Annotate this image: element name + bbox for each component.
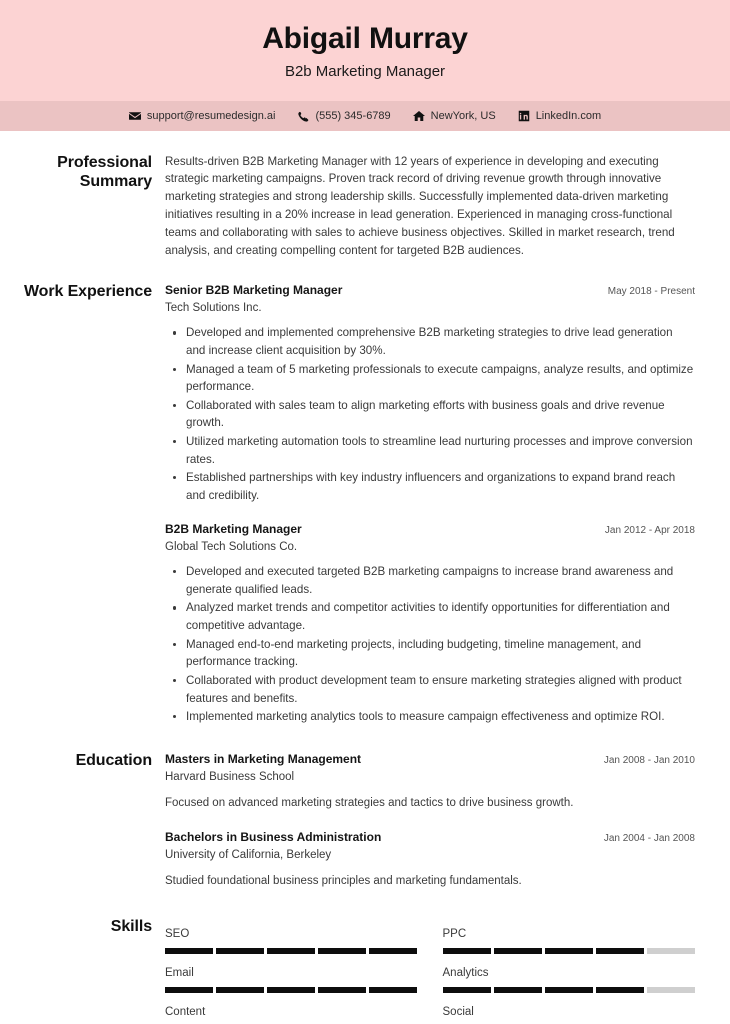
work-bullet-item: Utilized marketing automation tools to streamline lead nurturing processes and improve conversion rates. <box>165 433 695 468</box>
skill-segment-filled <box>494 987 542 993</box>
work-entry-head <box>165 282 695 300</box>
skill-level-bar <box>165 987 418 993</box>
linkedin-icon <box>518 110 530 122</box>
section-label-summary: Professional Summary <box>57 153 152 191</box>
education-entry-organization: Harvard Business School <box>165 771 295 784</box>
work-entry-date: Jan 2012 - Apr 2018 <box>604 524 695 536</box>
work-bullet-item: Established partnerships with key industry influencers and organizations to expand brand reach and credibility. <box>165 469 695 504</box>
contact-item-phone[interactable] <box>297 110 390 122</box>
skill-name: Social <box>442 1006 474 1019</box>
work-entry-bullets <box>165 563 695 725</box>
skill-segment-filled <box>494 948 542 954</box>
skill-segment-filled <box>596 987 644 993</box>
work-bullet-item: Analyzed market trends and competitor activities to identify opportunities for differentiation and competitive advantage. <box>165 599 695 634</box>
summary-text: Results-driven B2B Marketing Manager with 12 years of experience in developing and executing strategic marketing campaigns. Proven track record of driving revenue growth through innovative marketing strategies and strong leadership skills. Successfully implemented data-driven marketing initiatives resulting in a 20% increase in lead generation. Experienced in managing cross-functional teams and collaborating with sales to achieve business objectives. Skilled in market research, trend analysis, and creating compelling content for targeted B2B audiences. <box>165 154 675 257</box>
education-entry <box>165 751 695 813</box>
skill-name: PPC <box>442 927 467 940</box>
skill-name: Analytics <box>442 966 489 979</box>
contact-bar <box>0 101 730 131</box>
skills-grid <box>165 917 695 1024</box>
section-label-education: Education <box>75 751 152 769</box>
contact-item-home[interactable] <box>413 110 496 122</box>
skill-segment-filled <box>165 987 213 993</box>
work-bullet-item: Managed end-to-end marketing projects, including budgeting, timeline management, and performance tracking. <box>165 636 695 671</box>
work-entry <box>165 521 695 726</box>
education-entry-date: Jan 2004 - Jan 2008 <box>603 832 695 844</box>
work-entry-bullets <box>165 324 695 504</box>
skill-segment-filled <box>545 948 593 954</box>
skills-content <box>165 917 695 1024</box>
work-bullet-item: Collaborated with sales team to align marketing efforts with business goals and drive revenue growth. <box>165 397 695 432</box>
section-education <box>0 751 695 891</box>
skill-segment-filled <box>216 948 264 954</box>
education-entry-description: Focused on advanced marketing strategies and tactics to drive business growth. <box>165 797 574 810</box>
home-icon <box>413 110 425 122</box>
work-entry <box>165 282 695 505</box>
section-label-skills: Skills <box>110 917 152 935</box>
education-entry-title: Bachelors in Business Administration <box>165 829 382 844</box>
skill-segment-filled <box>596 948 644 954</box>
education-entry-head <box>165 829 695 847</box>
contact-text: (555) 345-6789 <box>315 109 391 122</box>
skill-segment-filled <box>443 987 491 993</box>
contact-item-linkedin[interactable] <box>518 110 601 122</box>
skill-segment-filled <box>318 987 366 993</box>
education-entry-head <box>165 751 695 769</box>
skill-level-bar <box>165 948 418 954</box>
resume-body <box>0 153 730 1024</box>
skill-level-bar <box>443 948 696 954</box>
education-entry <box>165 829 695 891</box>
education-entry-organization: University of California, Berkeley <box>165 849 332 862</box>
skill-segment-filled <box>318 948 366 954</box>
skill-segment-empty <box>647 987 695 993</box>
skill-item <box>443 956 696 995</box>
section-label-work: Work Experience <box>23 282 152 300</box>
skill-segment-filled <box>369 987 417 993</box>
contact-text: support@resumedesign.ai <box>146 109 276 122</box>
work-entry-organization: Global Tech Solutions Co. <box>165 541 298 553</box>
skill-name: Email <box>165 966 194 979</box>
skill-item <box>443 917 696 956</box>
candidate-name: Abigail Murray <box>262 22 468 55</box>
skill-item <box>165 917 418 956</box>
skill-segment-empty <box>647 948 695 954</box>
skill-segment-filled <box>267 987 315 993</box>
contact-text: NewYork, US <box>430 109 496 122</box>
education-entries <box>165 751 695 891</box>
phone-icon <box>297 110 309 122</box>
work-entry-organization: Tech Solutions Inc. <box>165 302 262 315</box>
work-entry-title: B2B Marketing Manager <box>165 521 302 536</box>
skill-name: Content <box>165 1006 206 1019</box>
summary-content <box>165 153 695 260</box>
contact-item-envelope[interactable] <box>129 110 276 122</box>
skill-name: SEO <box>165 927 190 940</box>
candidate-job-title: B2b Marketing Manager <box>284 62 446 80</box>
skill-segment-filled <box>545 987 593 993</box>
work-entry-head <box>165 521 695 539</box>
work-entries <box>165 282 695 727</box>
work-entry-title: Senior B2B Marketing Manager <box>165 282 343 297</box>
section-work-experience <box>0 282 695 727</box>
section-skills <box>0 917 695 1024</box>
education-entry-title: Masters in Marketing Management <box>165 751 362 766</box>
skill-item <box>165 956 418 995</box>
work-bullet-item: Managed a team of 5 marketing professionals to execute campaigns, analyze results, and optimize performance. <box>165 361 695 396</box>
contact-text: LinkedIn.com <box>535 109 602 122</box>
skill-segment-filled <box>216 987 264 993</box>
skill-segment-filled <box>165 948 213 954</box>
education-entry-description: Studied foundational business principles and marketing fundamentals. <box>165 875 522 888</box>
skill-segment-filled <box>267 948 315 954</box>
envelope-icon <box>129 110 141 122</box>
education-entry-date: Jan 2008 - Jan 2010 <box>603 754 695 766</box>
work-bullet-item: Implemented marketing analytics tools to measure campaign effectiveness and optimize ROI. <box>165 708 695 726</box>
work-bullet-item: Collaborated with product development team to ensure marketing strategies aligned with product features and benefits. <box>165 672 695 707</box>
skill-segment-filled <box>369 948 417 954</box>
work-entry-date: May 2018 - Present <box>607 285 695 297</box>
section-professional-summary <box>0 153 695 260</box>
skill-segment-filled <box>443 948 491 954</box>
resume-header <box>0 0 730 101</box>
skill-level-bar <box>443 987 696 993</box>
work-bullet-item: Developed and executed targeted B2B marketing campaigns to increase brand awareness and generate qualified leads. <box>165 563 695 598</box>
skill-item <box>443 995 696 1024</box>
skill-item <box>165 995 418 1024</box>
work-bullet-item: Developed and implemented comprehensive B2B marketing strategies to drive lead generation and increase client acquisition by 30%. <box>165 324 695 359</box>
